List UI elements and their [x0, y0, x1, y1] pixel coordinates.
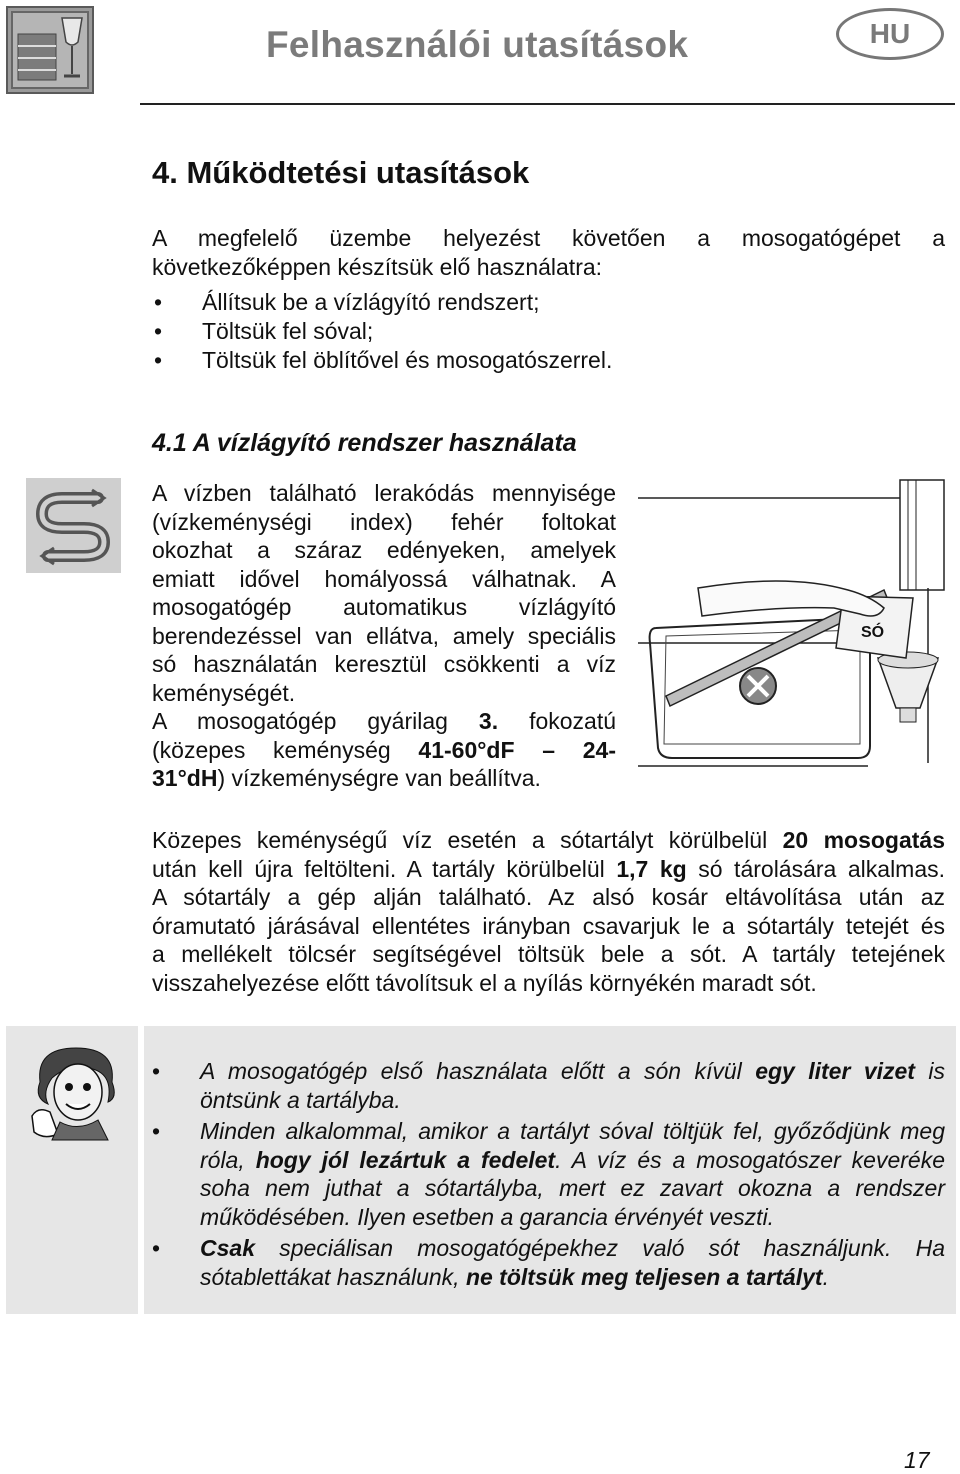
text-line: visszahelyezése előtt távolítsuk el a nyílás környékén maradt sót. [152, 969, 817, 996]
page-number: 17 [904, 1447, 930, 1473]
language-badge: HU [836, 8, 944, 60]
text-line: só használatán keresztül csökkenti a víz [152, 651, 616, 677]
important-notes-list [152, 1057, 945, 1294]
list-item: • Töltsük fel sóval; [152, 317, 852, 346]
list-item: • Állítsuk be a vízlágyító rendszert; [152, 288, 852, 317]
header-title: Felhasználói utasítások [266, 24, 689, 65]
text-line: A vízben található lerakódás mennyisége [152, 480, 616, 506]
dishwasher-logo-icon [6, 6, 94, 94]
intro-line: következőképpen készítsük elő használatra: [152, 253, 603, 280]
text-line: óramutató járásával ellentétes irányban csavarjuk le a sótartály tetejét és [152, 912, 945, 939]
text-line: (vízkeménységi index) fehér foltokat [152, 508, 616, 535]
hardness-line: 31°dH) vízkeménységre van beállítva. [152, 765, 541, 791]
intro-paragraph [152, 224, 945, 281]
text-line: A sótartály a gép alján található. Az alsó kosár eltávolítása után az [152, 884, 945, 910]
text-line: emiatt idővel homályossá válhatnak. A [152, 565, 616, 592]
prep-steps-list [152, 288, 852, 375]
text-line: után kell újra feltölteni. A tartály körülbelül 1,7 kg só tárolására alkalmas. [152, 855, 946, 882]
text-line: okozhat a száraz edényeken, amelyek [152, 537, 616, 563]
header-divider [140, 103, 955, 105]
cartoon-woman-icon [28, 1042, 124, 1142]
water-softener-s-icon [26, 478, 121, 573]
factory-setting-line: A mosogatógép gyárilag 3. fokozatú [152, 708, 617, 734]
text-line: mosogatógép automatikus vízlágyító [152, 594, 616, 620]
section-heading: 4. Működtetési utasítások [152, 155, 530, 190]
intro-line: A megfelelő üzembe helyezést követően a mosogatógépet a [152, 225, 945, 251]
list-item: • Csak speciálisan mosogatógépekhez való sót használjunk. Ha sótablettákat használunk, ne töltsük meg teljesen a tartályt. [152, 1234, 945, 1291]
text-line: Közepes keménységű víz esetén a sótartályt körülbelül 20 mosogatás [152, 827, 945, 853]
salt-label: SÓ [861, 624, 885, 641]
list-item: • Minden alkalommal, amikor a tartályt sóval töltjük fel, győződjünk meg róla, hogy jól lezártuk a fedelet. A víz és a mosogatószer keveréke soha nem juthat a sótartályba, mert ez zavart okozna a rendszer működésében. Ilyen esetben a garancia érvényét veszti. [152, 1117, 945, 1231]
list-item: • Töltsük fel öblítővel és mosogatószerrel. [152, 346, 852, 375]
subsection-heading: 4.1 A vízlágyító rendszer használata [152, 429, 577, 457]
hardness-line: (közepes keménység 41-60°dF – 24- [152, 736, 617, 763]
softener-description [152, 479, 616, 793]
text-line: a mellékelt tölcsér segítségével töltsük bele a sót. A tartály tetejének [152, 941, 945, 967]
text-line: berendezéssel van ellátva, amely speciális [152, 622, 616, 649]
salt-refill-paragraph [152, 826, 945, 997]
text-line: keménységét. [152, 679, 296, 706]
salt-filling-illustration [638, 478, 950, 770]
list-item: • A mosogatógép első használata előtt a són kívül egy liter vizet is öntsünk a tartályba. [152, 1057, 945, 1114]
